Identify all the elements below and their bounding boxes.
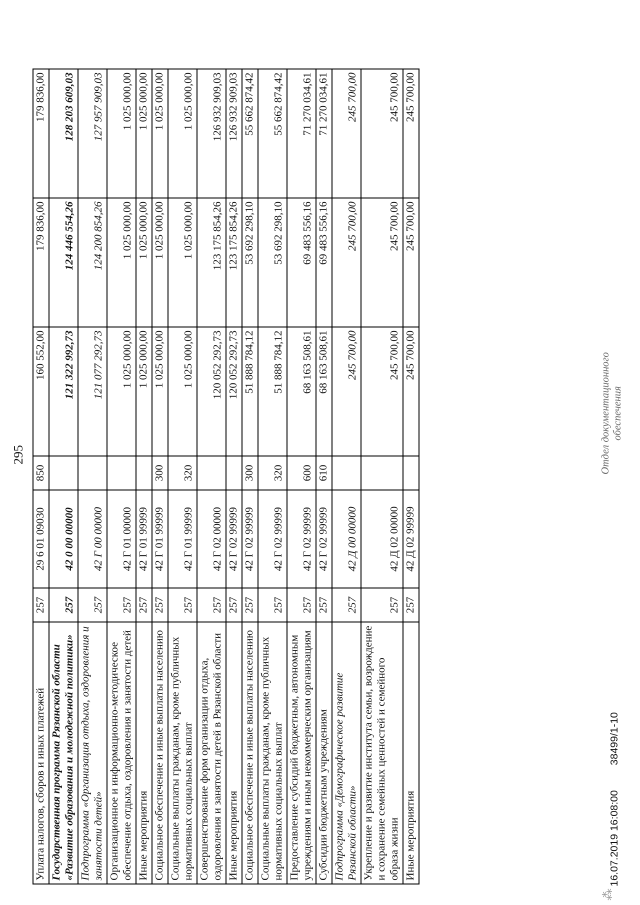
cell-amount-1: 245 700,00: [361, 327, 403, 456]
cell-amount-2: 179 836,00: [33, 198, 49, 327]
cell-amount-3: 71 270 034,61: [316, 69, 332, 198]
cell-amount-2: 123 175 854,26: [197, 198, 226, 327]
cell-name: Субсидии бюджетным учреждениям: [316, 622, 332, 884]
table-row: [403, 69, 419, 884]
cell-name: Социальное обеспечение и иные выплаты населению: [152, 622, 168, 884]
cell-amount-3: 179 836,00: [33, 69, 49, 198]
cell-vr: [226, 456, 242, 490]
cell-amount-2: 69 483 556,16: [287, 198, 316, 327]
cell-name: Социальные выплаты гражданам, кроме публичных нормативных социальных выплат: [258, 622, 287, 884]
cell-name: Подпрограмма «Демографическое развитие Рязанской области»: [332, 622, 361, 884]
cell-amount-1: 1 025 000,00: [136, 327, 152, 456]
cell-amount-2: 245 700,00: [332, 198, 361, 327]
cell-vr: [361, 456, 403, 490]
cell-amount-2: 1 025 000,00: [136, 198, 152, 327]
cell-amount-2: 124 200 854,26: [78, 198, 107, 327]
table-row: [226, 69, 242, 884]
cell-amount-3: 245 700,00: [403, 69, 419, 198]
cell-name: Организационное и информационно-методическое обеспечение отдыха, оздоровления и занятости детей: [107, 622, 136, 884]
cell-amount-1: 121 322 992,73: [49, 327, 78, 456]
cell-name: Социальные выплаты гражданам, кроме публичных нормативных социальных выплат: [168, 622, 197, 884]
cell-vr: [78, 456, 107, 490]
cell-amount-1: 160 552,00: [33, 327, 49, 456]
cell-code: 257: [152, 588, 168, 622]
cell-csr: 29 6 01 09030: [33, 490, 49, 588]
cell-csr: 42 Г 01 99999: [136, 490, 152, 588]
cell-name: Подпрограмма «Организация отдыха, оздоровления и занятости детей»: [78, 622, 107, 884]
cell-code: 257: [33, 588, 49, 622]
cell-code: 257: [258, 588, 287, 622]
cell-csr: 42 Г 01 99999: [168, 490, 197, 588]
table-row: [332, 69, 361, 884]
cell-amount-2: 1 025 000,00: [107, 198, 136, 327]
cell-csr: 42 Г 02 99999: [242, 490, 258, 588]
cell-amount-3: 127 957 909,03: [78, 69, 107, 198]
table-row: [33, 69, 49, 884]
cell-amount-2: 1 025 000,00: [168, 198, 197, 327]
cell-csr: 42 Д 02 00000: [361, 490, 403, 588]
cell-amount-2: 123 175 854,26: [226, 198, 242, 327]
cell-amount-3: 1 025 000,00: [107, 69, 136, 198]
cell-amount-2: 53 692 298,10: [242, 198, 258, 327]
cell-amount-3: 55 662 874,42: [258, 69, 287, 198]
cell-code: 257: [287, 588, 316, 622]
cell-vr: 600: [287, 456, 316, 490]
cell-amount-3: 128 203 609,03: [49, 69, 78, 198]
table-row: [136, 69, 152, 884]
cell-code: 257: [332, 588, 361, 622]
cell-name: Иные мероприятия: [403, 622, 419, 884]
cell-name: Совершенствование форм организации отдыха, оздоровления и занятости детей в Рязанской области: [197, 622, 226, 884]
stamp-line-2: обеспечения: [612, 386, 624, 441]
cell-vr: 320: [168, 456, 197, 490]
cell-csr: 42 Г 02 00000: [197, 490, 226, 588]
cell-amount-1: 245 700,00: [332, 327, 361, 456]
table-row: [78, 69, 107, 884]
cell-amount-3: 126 932 909,03: [226, 69, 242, 198]
budget-table: [33, 69, 420, 885]
cell-name: Укрепление и развитие института семьи, возрождение и сохранение семейных ценностей и семейного образа жизни: [361, 622, 403, 884]
cell-code: 257: [136, 588, 152, 622]
cell-csr: 42 Д 00 00000: [332, 490, 361, 588]
table-row: [361, 69, 403, 884]
cell-vr: [403, 456, 419, 490]
cell-name: Иные мероприятия: [136, 622, 152, 884]
table-row: [49, 69, 78, 884]
cell-name: Предоставление субсидий бюджетным, автономным учреждениям и иным некоммерческим организациям: [287, 622, 316, 884]
cell-vr: [332, 456, 361, 490]
cell-csr: 42 Г 02 99999: [287, 490, 316, 588]
cell-amount-3: 126 932 909,03: [197, 69, 226, 198]
cell-amount-3: 245 700,00: [361, 69, 403, 198]
cell-amount-3: 1 025 000,00: [136, 69, 152, 198]
cell-name: Государственная программа Рязанской области «Развитие образования и молодежной политики»: [49, 622, 78, 884]
cell-vr: 850: [33, 456, 49, 490]
margin-scribble: ⁂: [600, 888, 615, 901]
table-row: [258, 69, 287, 884]
cell-csr: 42 Г 01 99999: [152, 490, 168, 588]
table-row: [316, 69, 332, 884]
table-row: [287, 69, 316, 884]
cell-code: 257: [168, 588, 197, 622]
cell-amount-3: 71 270 034,61: [287, 69, 316, 198]
cell-amount-3: 55 662 874,42: [242, 69, 258, 198]
cell-code: 257: [107, 588, 136, 622]
cell-amount-1: 1 025 000,00: [168, 327, 197, 456]
cell-code: 257: [78, 588, 107, 622]
table-row: [242, 69, 258, 884]
cell-amount-3: 1 025 000,00: [168, 69, 197, 198]
table-row: [168, 69, 197, 884]
cell-amount-2: 1 025 000,00: [152, 198, 168, 327]
cell-amount-1: 245 700,00: [403, 327, 419, 456]
footer-doc-id: 38499/1-10: [608, 712, 621, 766]
cell-vr: 610: [316, 456, 332, 490]
cell-code: 257: [49, 588, 78, 622]
cell-code: 257: [361, 588, 403, 622]
cell-amount-1: 51 888 784,12: [242, 327, 258, 456]
cell-code: 257: [226, 588, 242, 622]
rotated-page: [1, 0, 640, 905]
cell-code: 257: [403, 588, 419, 622]
cell-vr: 300: [242, 456, 258, 490]
cell-vr: [136, 456, 152, 490]
cell-csr: 42 Г 02 99999: [226, 490, 242, 588]
cell-amount-3: 1 025 000,00: [152, 69, 168, 198]
cell-name: Социальное обеспечение и иные выплаты населению: [242, 622, 258, 884]
cell-amount-1: 1 025 000,00: [152, 327, 168, 456]
footer-datetime: 16.07.2019 16:08:00: [608, 790, 621, 887]
cell-vr: 300: [152, 456, 168, 490]
cell-name: Уплата налогов, сборов и иных платежей: [33, 622, 49, 884]
cell-amount-1: 68 163 508,61: [287, 327, 316, 456]
cell-amount-1: 120 052 292,73: [226, 327, 242, 456]
cell-amount-2: 124 446 554,26: [49, 198, 78, 327]
cell-vr: [49, 456, 78, 490]
footer: [609, 690, 621, 886]
table-body: [33, 69, 419, 884]
cell-amount-3: 245 700,00: [332, 69, 361, 198]
table-row: [197, 69, 226, 884]
cell-vr: 320: [258, 456, 287, 490]
cell-csr: 42 Д 02 99999: [403, 490, 419, 588]
cell-code: 257: [242, 588, 258, 622]
stamp-line-1: Отдел документационного: [600, 352, 612, 475]
cell-amount-1: 68 163 508,61: [316, 327, 332, 456]
cell-amount-2: 69 483 556,16: [316, 198, 332, 327]
cell-csr: 42 0 00 00000: [49, 490, 78, 588]
cell-code: 257: [316, 588, 332, 622]
cell-amount-1: 120 052 292,73: [197, 327, 226, 456]
cell-vr: [107, 456, 136, 490]
cell-amount-1: 1 025 000,00: [107, 327, 136, 456]
cell-amount-1: 51 888 784,12: [258, 327, 287, 456]
cell-name: Иные мероприятия: [226, 622, 242, 884]
cell-csr: 42 Г 02 99999: [316, 490, 332, 588]
cell-amount-2: 245 700,00: [403, 198, 419, 327]
cell-csr: 42 Г 00 00000: [78, 490, 107, 588]
cell-amount-1: 121 077 292,73: [78, 327, 107, 456]
table-row: [107, 69, 136, 884]
table-row: [152, 69, 168, 884]
page-number: 295: [10, 445, 26, 465]
registry-stamp: [601, 352, 625, 474]
cell-csr: 42 Г 01 00000: [107, 490, 136, 588]
cell-vr: [197, 456, 226, 490]
cell-amount-2: 53 692 298,10: [258, 198, 287, 327]
cell-amount-2: 245 700,00: [361, 198, 403, 327]
cell-code: 257: [197, 588, 226, 622]
cell-csr: 42 Г 02 99999: [258, 490, 287, 588]
